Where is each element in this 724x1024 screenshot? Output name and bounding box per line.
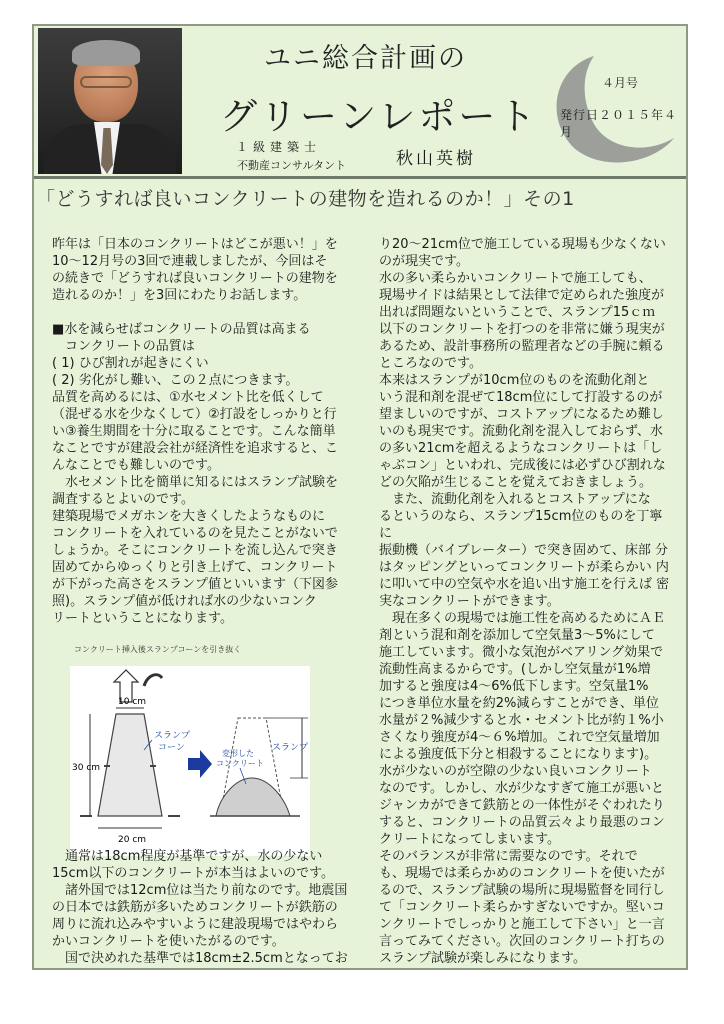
issue-month: ４月号 xyxy=(602,76,639,90)
text-line: んなことでも難しいのです。 xyxy=(52,458,220,473)
text-line: いのも現実です。流動化剤を混入しておらず、水 xyxy=(379,424,663,439)
text-line: 本来はスランプが10cm位のものを流動化剤と xyxy=(379,373,650,388)
photo-glasses xyxy=(80,76,132,88)
text-line: の日本では鉄筋が多いためコンクリートが鉄筋の xyxy=(52,900,338,915)
bottom-width-label: 20 cm xyxy=(118,835,147,845)
slump-test-diagram xyxy=(70,666,310,856)
article-headline: 「どうすれば良いコンクリートの建物を造れるのか！」その1 xyxy=(36,188,575,210)
text-line: 現場サイドは結果として法律で定められた強度が xyxy=(379,288,665,303)
left-column xyxy=(52,236,352,627)
newsletter-title: グリーンレポート xyxy=(220,95,539,138)
text-line: 通常は18cm程度が基準ですが、水の少ない xyxy=(52,849,323,864)
text-line: 剤という混和剤を添加して空気量3〜5%にして xyxy=(379,628,655,643)
text-line: 昨年は「日本のコンクリートはどこが悪い！」を xyxy=(52,237,338,252)
text-line: リートということになります。 xyxy=(52,611,233,626)
text-line: ( 2) 劣化がし難い、この２点につきます。 xyxy=(52,373,299,388)
cone-label-2: コーン xyxy=(158,743,185,753)
text-line: なことですが建設会社が経済性を追求すると、こ xyxy=(52,441,339,456)
text-line: コンクリートの品質は xyxy=(52,339,195,354)
text-line: による強度低下分と相殺することになります)。 xyxy=(379,747,658,762)
text-line: すると、コンクリートの品質云々より最悪のコン xyxy=(379,815,665,830)
text-line: に叩いて中の空気や水を追い出す施工を行えば 密 xyxy=(379,577,670,592)
deformed-label-1: 変形した xyxy=(222,749,254,758)
text-line: ところなのです。 xyxy=(379,356,482,371)
left-column-bottom xyxy=(52,848,352,967)
cone-label-1: スランプ xyxy=(154,731,191,741)
newsletter-publisher: ユニ総合計画の xyxy=(264,43,467,74)
slump-label: スランプ xyxy=(272,743,309,753)
text-line: なのです。しかし、水が少なすぎて施工が悪いと xyxy=(379,781,664,796)
text-line: 品質を高めるには、①水セメント比を低くして xyxy=(52,390,324,405)
text-line: も、現場では柔らかめのコンクリートを使いたが xyxy=(379,866,665,881)
text-line: 言ってみてください。次回のコンクリート打ちの xyxy=(379,934,665,949)
author-photo xyxy=(38,28,182,174)
text-line: 国で決めれた基準では18cm±2.5cmとなってお xyxy=(52,951,348,966)
text-line: あるため、設計事務所の監理者などの手腕に頼る xyxy=(379,339,665,354)
text-line: また、流動化剤を入れるとコストアップにな xyxy=(379,492,651,507)
text-line: て「コンクリート柔らかすぎないですか。堅いコ xyxy=(379,900,665,915)
text-line: 15cm以下のコンクリートが本当はよいのです。 xyxy=(52,866,335,881)
text-line: かいコンクリートを使いたがるのです。 xyxy=(52,934,285,949)
text-line: どの欠陥が生じることを覚えておきましょう。 xyxy=(379,475,653,490)
text-line: 固めてからゆっくりと引き上げて、コンクリート xyxy=(52,560,338,575)
height-label: 30 cm xyxy=(72,763,101,773)
text-line: クリートになってしまいます。 xyxy=(379,832,560,847)
text-line: さくなり強度が4〜６%増加。これで空気量増加 xyxy=(379,730,660,745)
text-line: 造れるのか！」を3回にわたりお話します。 xyxy=(52,288,307,303)
photo-hair xyxy=(72,40,140,66)
deformed-concrete-shape xyxy=(216,778,290,816)
deformed-label-2: コンクリート xyxy=(216,759,264,768)
text-line: 周りに流れ込みやすいように建設現場ではやわら xyxy=(52,917,339,932)
text-line: の続きで「どうすれば良いコンクリートの建物を xyxy=(52,271,338,286)
text-line: 以下のコンクリートを打つのを非常に嫌う現実が xyxy=(379,322,665,337)
issue-date: 発行日２０１５年４月 xyxy=(560,108,678,139)
diagram-caption: コンクリート挿入後スランプコーンを引き抜く xyxy=(74,645,242,654)
text-line: 望ましいのですが、コストアップになるため難し xyxy=(379,407,664,422)
text-line: 実なコンクリートができます。 xyxy=(379,594,560,609)
text-line: 調査するとよいのです。 xyxy=(52,492,194,507)
top-width-label: 10 cm xyxy=(118,697,147,707)
text-line: につき単位水量を約2%減らすことができ、単位 xyxy=(379,696,659,711)
text-line xyxy=(52,304,352,321)
text-line: のが現実です。 xyxy=(379,254,469,269)
text-line: コンクリートを入れているのを見たことがないで xyxy=(52,526,338,541)
text-line: るというのなら、スランプ15cm位のものを丁寧 に xyxy=(379,509,667,541)
text-line: 現在多くの現場では施工性を高めるためにＡＥ xyxy=(379,611,666,626)
text-line: が下がった高さをスランプ値といいます（下図参 xyxy=(52,577,339,592)
newsletter-page xyxy=(32,24,688,970)
text-line: 諸外国では12cm位は当たり前なのです。地震国 xyxy=(52,883,348,898)
text-line: はタッピングといってコンクリートが柔らかい 内 xyxy=(379,560,669,575)
author-credential: １級建築士 xyxy=(236,140,322,154)
text-line: スランプ試験が楽しみになります。 xyxy=(379,951,586,966)
transition-arrow-icon xyxy=(188,750,212,778)
text-line: （混ぜる水を少なくして）②打設をしっかりと行 xyxy=(52,407,337,422)
text-line: 建築現場でメガホンを大きくしたようなものに xyxy=(52,509,326,524)
text-line: 水が少ないのが空隙の少ない良いコンクリート xyxy=(379,764,652,779)
text-line: 加すると強度は4〜6%低下します。空気量1% xyxy=(379,679,649,694)
text-line: 10〜12月号の3回で連載しましたが、今回はそ xyxy=(52,254,328,269)
right-column xyxy=(379,236,679,967)
text-line: ( 1) ひび割れが起きにくい xyxy=(52,356,209,371)
text-line: ゃぶコン」といわれ、完成後には必ずひび割れな xyxy=(379,458,666,473)
text-line: ジャンカができて鉄筋との一体性がそぐわれたり xyxy=(379,798,665,813)
author-role: 不動産コンサルタント xyxy=(237,159,347,172)
masthead xyxy=(34,26,686,179)
text-line: るので、スランプ試験の場所に現場監督を同行し xyxy=(379,883,665,898)
text-line: ンクリートでしっかりと施工して下さい」と一言 xyxy=(379,917,665,932)
text-line: い③養生期間を十分に取ることです。こんな簡単 xyxy=(52,424,336,439)
text-line: しょうか。そこにコンクリートを流し込んで突き xyxy=(52,543,338,558)
text-line: 施工しています。微小な気泡がベアリング効果で xyxy=(379,645,664,660)
text-line: 水量が２%減少すると水・セメント比が約１%小 xyxy=(379,713,664,728)
curved-arrow-icon xyxy=(144,675,162,686)
text-line: 振動機（バイブレーター）で突き固めて、床部 分 xyxy=(379,543,668,558)
text-line: 流動性高まるからです。(しかし空気量が1%増 xyxy=(379,662,651,677)
text-line: 出れば問題ないということで、スランプ15ｃｍ xyxy=(379,305,656,320)
author-name: 秋山英樹 xyxy=(396,149,476,169)
text-line: ■水を減らせばコンクリートの品質は高まる xyxy=(52,322,311,337)
text-line: 照)。スランプ値が低ければ水の少ないコンク xyxy=(52,594,317,609)
text-line: いう混和剤を混ぜて18cm位にして打設するのが xyxy=(379,390,663,405)
text-line: そのバランスが非常に需要なのです。それで xyxy=(379,849,638,864)
text-line: の多い21cmを超えるようなコンクリートは「し xyxy=(379,441,663,456)
text-line: 水の多い柔らかいコンクリートで施工しても、 xyxy=(379,271,652,286)
text-line: り20〜21cm位で施工している現場も少なくない xyxy=(379,237,666,252)
text-line: 水セメント比を簡単に知るにはスランプ試験を xyxy=(52,475,339,490)
